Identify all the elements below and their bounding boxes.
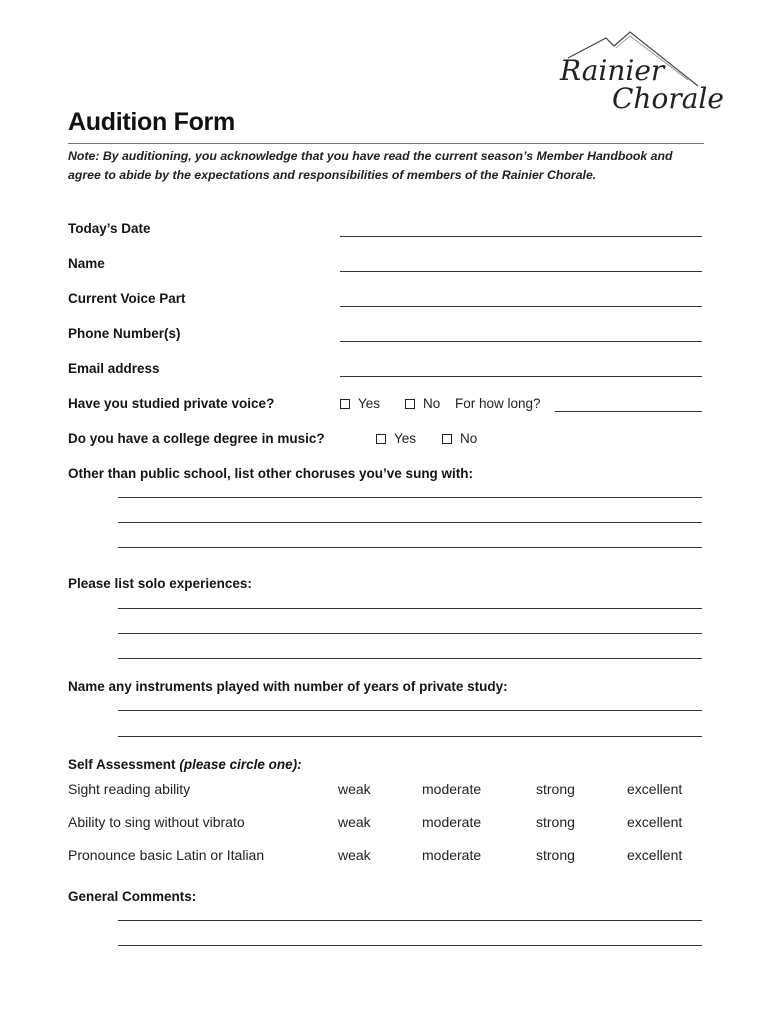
private-voice-yes-option[interactable] xyxy=(340,396,380,411)
assessment-row-label: Pronounce basic Latin or Italian xyxy=(68,847,265,863)
instruments-line-1[interactable] xyxy=(118,710,702,711)
rating-weak[interactable]: weak xyxy=(338,847,371,863)
private-voice-no-label: No xyxy=(423,396,441,411)
solo-line-1[interactable] xyxy=(118,608,702,609)
title-divider xyxy=(68,143,704,144)
music-degree-question: Do you have a college degree in music? xyxy=(68,431,325,446)
checkbox-icon[interactable] xyxy=(376,434,386,444)
self-assessment-title: Self Assessment xyxy=(68,757,176,772)
rating-moderate[interactable]: moderate xyxy=(422,781,482,797)
private-voice-no-option[interactable] xyxy=(405,396,440,411)
how-long-field[interactable] xyxy=(555,411,702,412)
checkbox-icon[interactable] xyxy=(442,434,452,444)
date-label: Today’s Date xyxy=(68,221,151,236)
name-label: Name xyxy=(68,256,105,271)
logo-word-rainier: Rainier xyxy=(560,54,665,87)
music-degree-no-label: No xyxy=(460,431,478,446)
music-degree-yes-label: Yes xyxy=(394,431,417,446)
mountain-logo-icon xyxy=(548,28,724,118)
comments-prompt: General Comments: xyxy=(68,889,197,904)
voice-part-field[interactable] xyxy=(340,306,702,307)
comments-line-1[interactable] xyxy=(118,920,702,921)
solo-line-2[interactable] xyxy=(118,633,702,634)
solo-line-3[interactable] xyxy=(118,658,702,659)
rating-moderate[interactable]: moderate xyxy=(422,847,482,863)
rating-strong[interactable]: strong xyxy=(536,814,575,830)
rating-moderate[interactable]: moderate xyxy=(422,814,482,830)
rating-strong[interactable]: strong xyxy=(536,781,575,797)
rating-weak[interactable]: weak xyxy=(338,814,371,830)
choruses-line-3[interactable] xyxy=(118,547,702,548)
music-degree-no-option[interactable] xyxy=(442,431,477,446)
rating-weak[interactable]: weak xyxy=(338,781,371,797)
assessment-row-label: Ability to sing without vibrato xyxy=(68,814,245,830)
rainier-chorale-logo xyxy=(548,28,724,118)
checkbox-icon[interactable] xyxy=(340,399,350,409)
phone-field[interactable] xyxy=(340,341,702,342)
choruses-prompt: Other than public school, list other choruses you’ve sung with: xyxy=(68,466,474,481)
music-degree-yes-option[interactable] xyxy=(376,431,416,446)
private-voice-question: Have you studied private voice? xyxy=(68,396,275,411)
instruments-line-2[interactable] xyxy=(118,736,702,737)
email-label: Email address xyxy=(68,361,160,376)
checkbox-icon[interactable] xyxy=(405,399,415,409)
solo-prompt: Please list solo experiences: xyxy=(68,576,252,591)
name-field[interactable] xyxy=(340,271,702,272)
private-voice-yes-label: Yes xyxy=(358,396,381,411)
handbook-note: Note: By auditioning, you acknowledge that you have read the current season’s Member Handbook and agree to abide by the expectations and responsibilities of members of the Rainier Chorale. xyxy=(68,149,673,182)
how-long-label: For how long? xyxy=(455,396,541,411)
voice-part-label: Current Voice Part xyxy=(68,291,186,306)
assessment-row-label: Sight reading ability xyxy=(68,781,191,797)
rating-strong[interactable]: strong xyxy=(536,847,575,863)
choruses-line-2[interactable] xyxy=(118,522,702,523)
email-field[interactable] xyxy=(340,376,702,377)
self-assessment-instruction: (please circle one): xyxy=(179,757,302,772)
phone-label: Phone Number(s) xyxy=(68,326,181,341)
choruses-line-1[interactable] xyxy=(118,497,702,498)
rating-excellent[interactable]: excellent xyxy=(627,814,683,830)
date-field[interactable] xyxy=(340,236,702,237)
self-assessment-heading xyxy=(68,757,302,772)
rating-excellent[interactable]: excellent xyxy=(627,847,683,863)
logo-word-chorale: Chorale xyxy=(612,82,724,115)
rating-excellent[interactable]: excellent xyxy=(627,781,683,797)
page-title: Audition Form xyxy=(68,108,235,136)
instruments-prompt: Name any instruments played with number of years of private study: xyxy=(68,679,508,694)
comments-line-2[interactable] xyxy=(118,945,702,946)
